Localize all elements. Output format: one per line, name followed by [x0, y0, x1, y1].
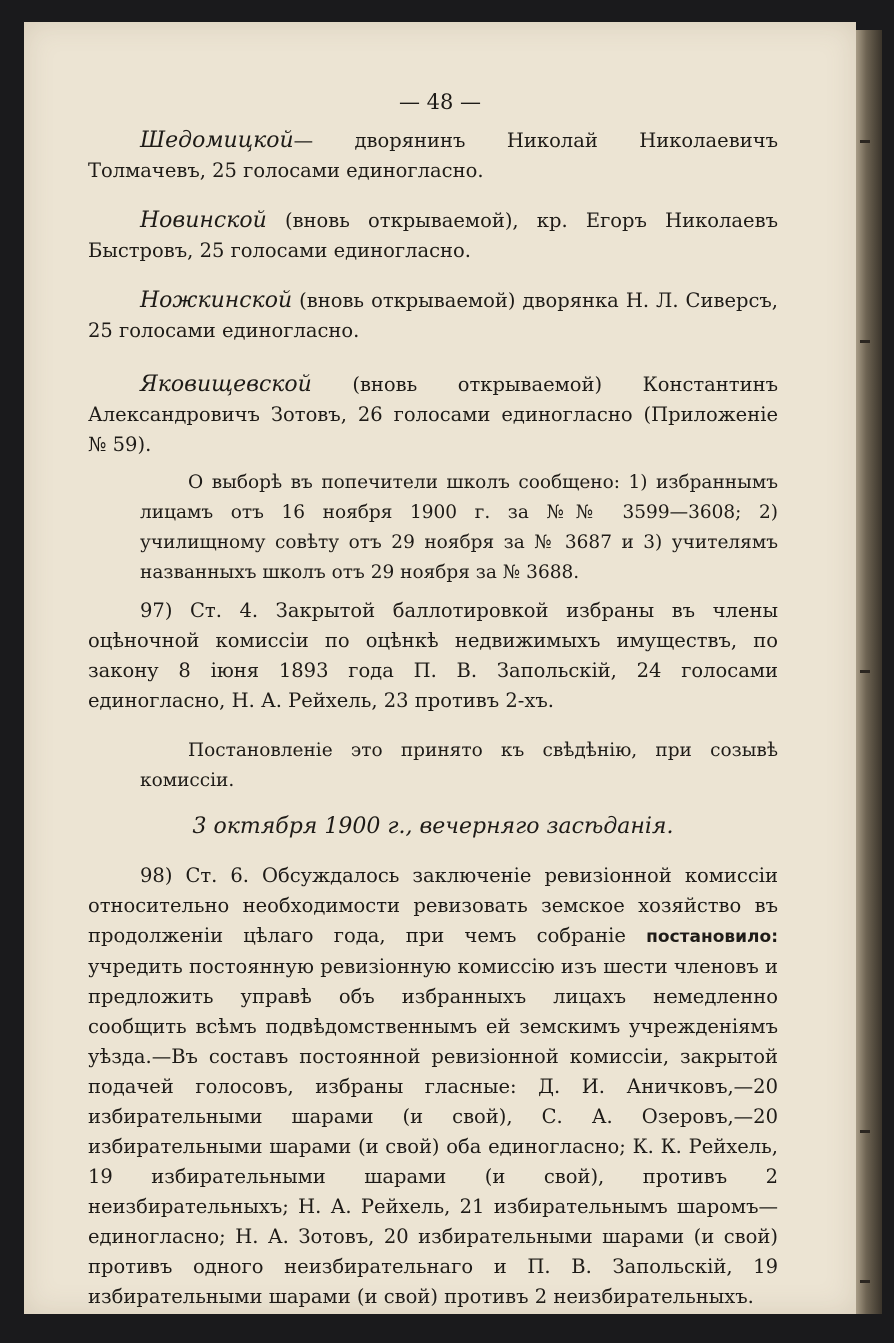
- school-name: Новинской: [140, 208, 267, 233]
- edge-mark: [860, 340, 870, 343]
- school-name: Яковищевской: [140, 372, 312, 397]
- note-resolution: Постановленіе это принято къ свѣдѣнію, при созывѣ комиссіи.: [140, 740, 778, 791]
- entry-nozhkinskaya: [88, 286, 778, 346]
- entry-novinskaya: [88, 206, 778, 266]
- item-98-bold: постановило:: [646, 927, 778, 947]
- book-page-edge: [856, 30, 882, 1314]
- edge-mark: [860, 140, 870, 143]
- entry-text: (вновь открываемой), кр. Егоръ Николаевъ Быстровъ, 25 голосами единогласно.: [88, 209, 778, 262]
- school-name: Ножкинской: [140, 288, 293, 313]
- section-heading: 3 октября 1900 г., вечерняго засѣданія.: [192, 814, 674, 839]
- entry-text: — дворянинъ Николай Николаевичъ Толмачевъ, 25 голосами единогласно.: [88, 129, 778, 182]
- edge-mark: [860, 1280, 870, 1283]
- page-text: [88, 90, 778, 1312]
- item-98-text: 98) Ст. 6. Обсуждалось заключеніе ревизіонной комиссіи относительно необходимости ревизовать земское хозяйство въ продолженіи цѣлаго года, при чемъ собраніе: [88, 864, 778, 947]
- item-98: [88, 861, 778, 1312]
- item-98-text-cont: учредить постоянную ревизіонную комиссію изъ шести членовъ и предложить управѣ объ избранныхъ лицахъ немедленно сообщить всѣмъ подвѣдомственнымъ ей земскимъ учрежденіямъ уѣзда.—Въ составъ постоянной ревизіонной комиссіи, закрытой подачей голосовъ, избраны гласные: Д. И. Аничковъ,—20 избирательными шарами (и свой), С. А. Озеровъ,—20 избирательными шарами (и свой) оба единогласно; К. К. Рейхель, 19 избирательными шарами (и свой), противъ 2 неизбирательныхъ; Н. А. Рейхель, 21 избирательнымъ шаромъ—единогласно; Н. А. Зотовъ, 20 избирательными шарами (и свой) противъ одного неизбирательнаго и П. В. Запольскій, 19 избирательными шарами (и свой) противъ 2 неизбирательныхъ.: [88, 955, 778, 1308]
- entry-text: (вновь открываемой) дворянка Н. Л. Сиверсъ, 25 голосами единогласно.: [88, 289, 778, 342]
- edge-mark: [860, 1130, 870, 1133]
- entry-shedomitskaya: [88, 126, 778, 186]
- edge-mark: [860, 670, 870, 673]
- note-trustees: О выборѣ въ попечители школъ сообщено: 1) избраннымъ лицамъ отъ 16 ноября 1900 г. за №№ 3599—3608; 2) училищному совѣту отъ 29 ноября за № 3687 и 3) учителямъ названныхъ школъ отъ 29 ноября за № 3688.: [140, 472, 778, 583]
- entry-text: (вновь открываемой) Константинъ Александровичъ Зотовъ, 26 голосами единогласно (Приложеніе № 59).: [88, 373, 778, 456]
- item-97: 97) Ст. 4. Закрытой баллотировкой избраны въ члены оцѣночной комиссіи по оцѣнкѣ недвижимыхъ имуществъ, по закону 8 іюня 1893 года П. В. Запольскій, 24 голосами единогласно, Н. А. Рейхель, 23 противъ 2-хъ.: [88, 599, 778, 712]
- school-name: Шедомицкой: [140, 128, 294, 153]
- page-number: — 48 —: [398, 90, 482, 114]
- entry-yakovishchevskaya: [88, 370, 778, 460]
